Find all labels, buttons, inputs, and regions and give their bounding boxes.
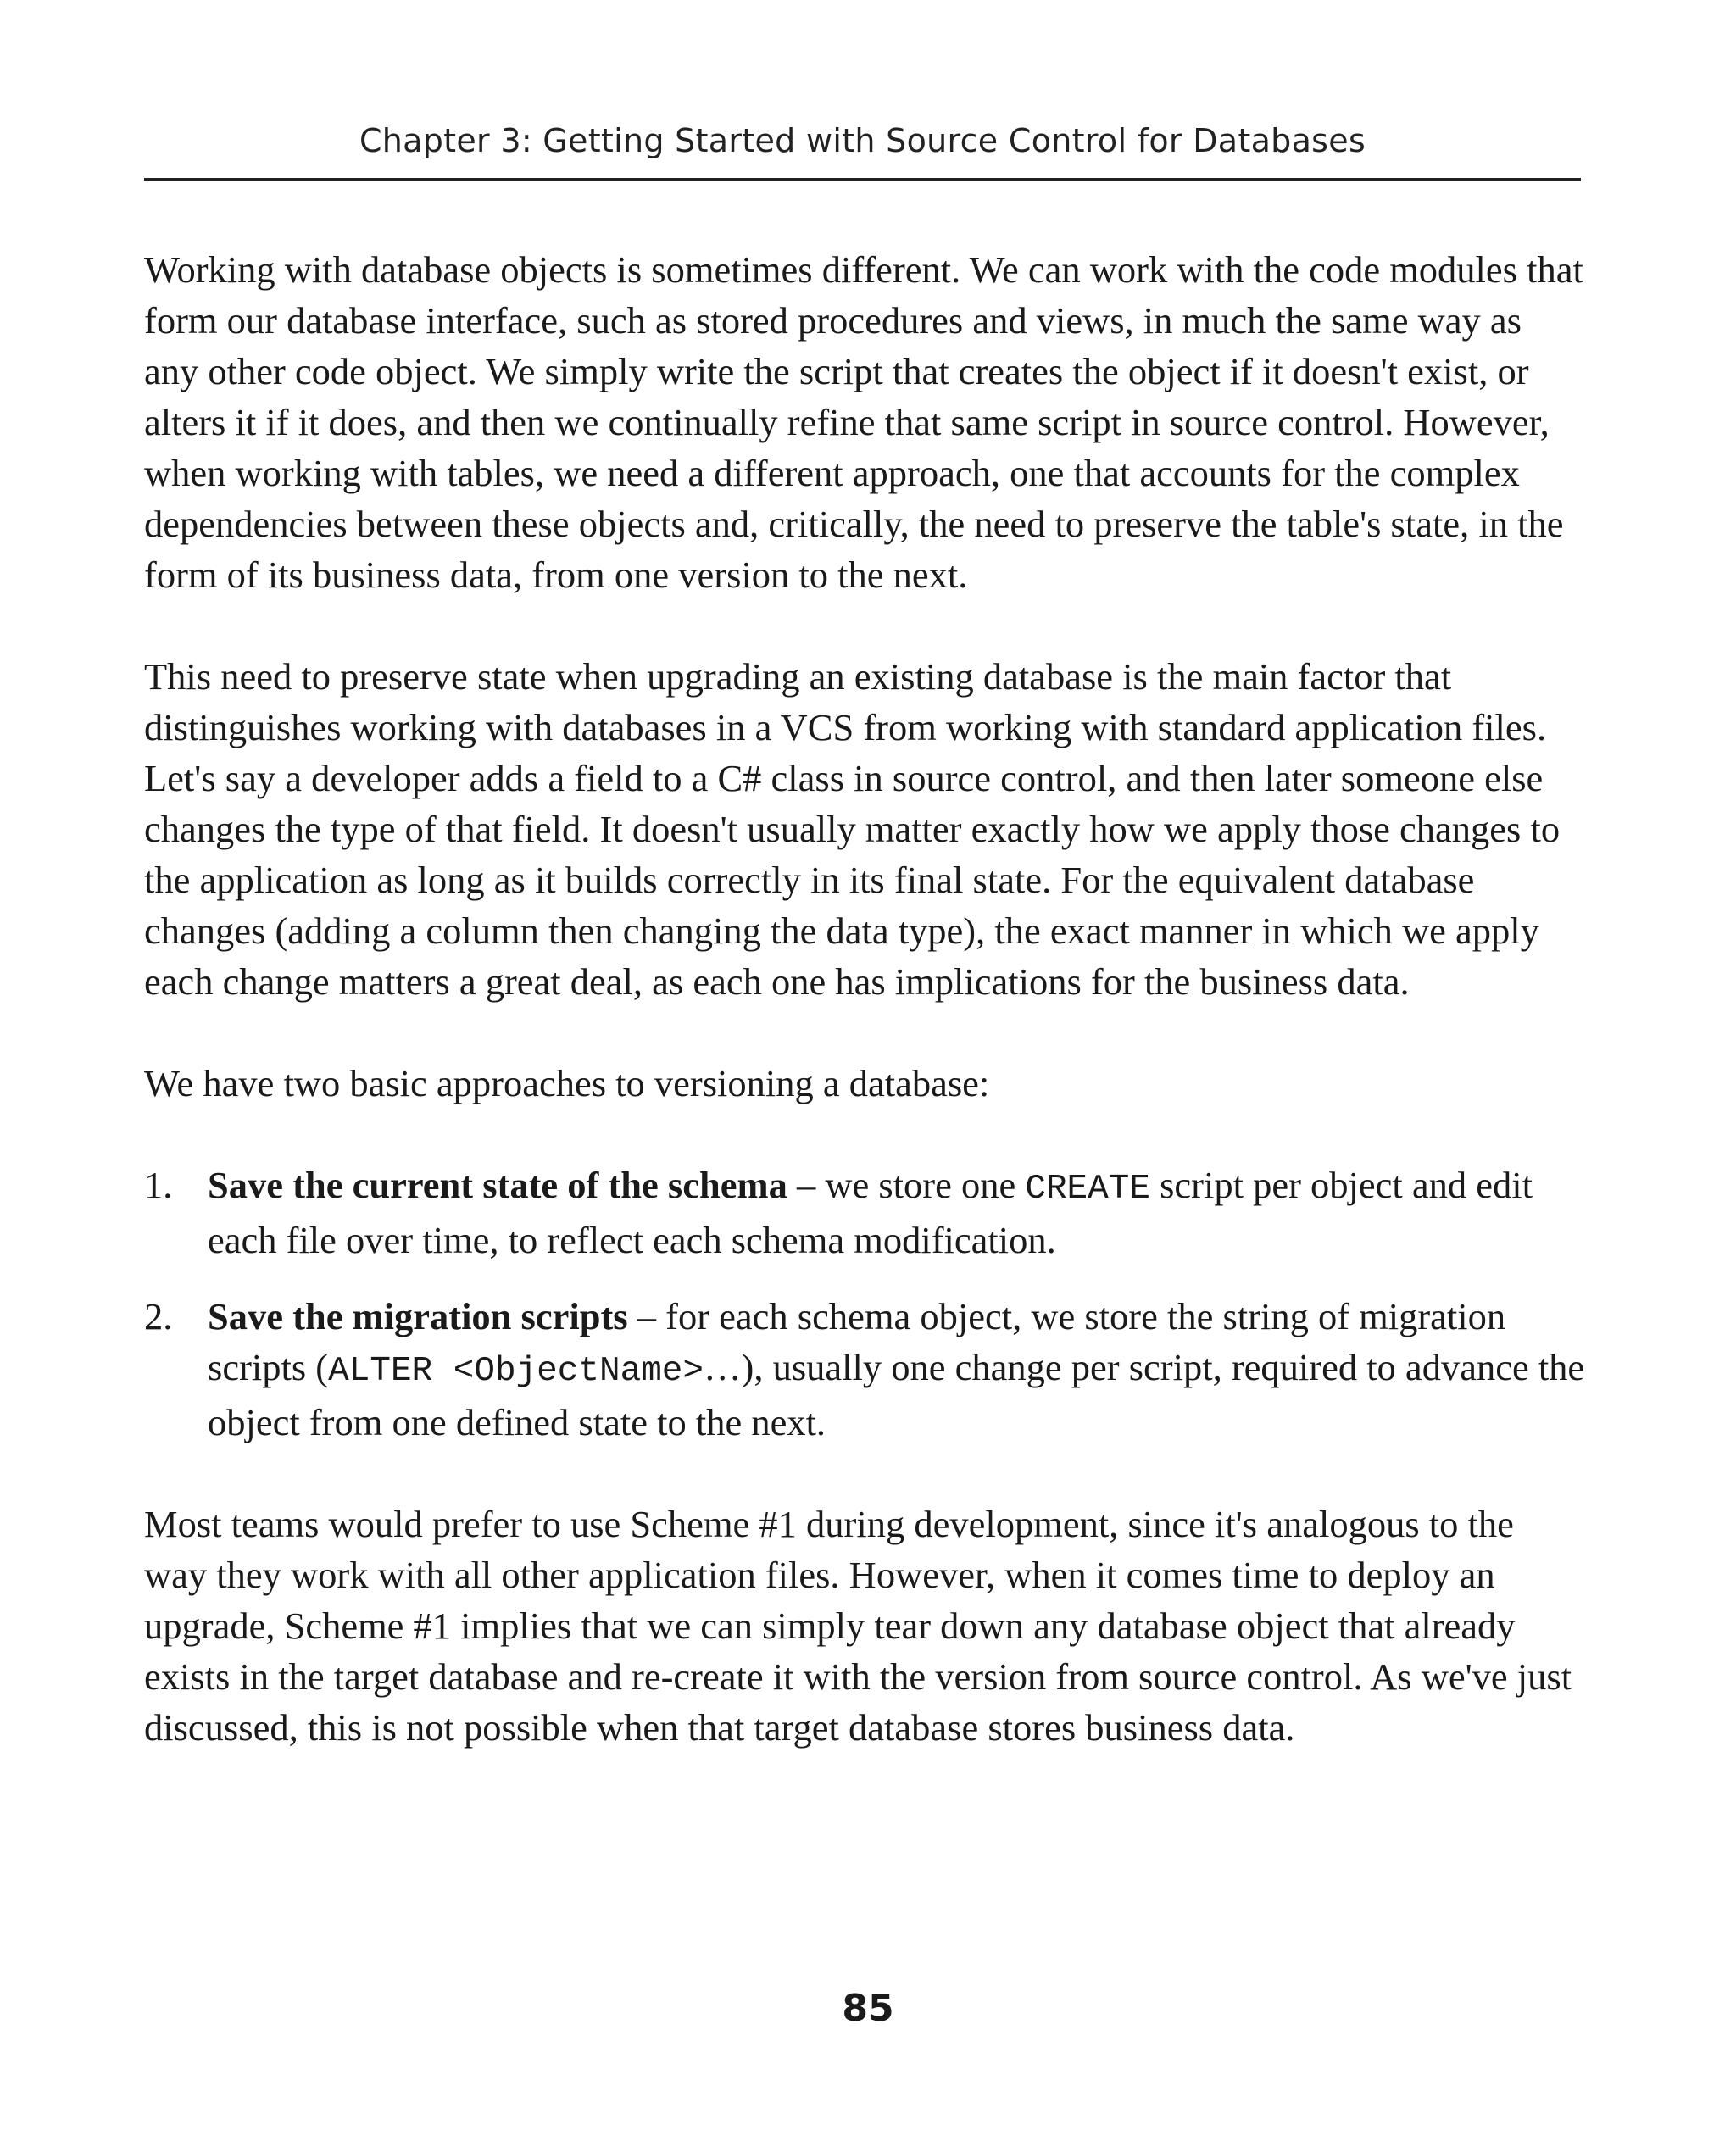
list-text: – we store one: [787, 1164, 1026, 1206]
paragraph-3: We have two basic approaches to versioning a database:: [144, 1062, 990, 1104]
versioning-approaches-list: [144, 1159, 1585, 1448]
list-text: ), usually one change per script, required to advance the object from one defined state to the next.: [208, 1346, 1585, 1443]
paragraph-4: Most teams would prefer to use Scheme #1 during development, since it's analogous to the way they work with all other application files. However, when it comes time to deploy an upgrade, Scheme #1 implies that we can simply tear down any database object that already exists in the target database and re-create it with the version from source control. As we've just discussed, this is not possible when that target database stores business data.: [144, 1503, 1572, 1749]
list-term: Save the migration scripts: [208, 1295, 628, 1337]
page-body: [144, 244, 1585, 1804]
list-item-2: [144, 1291, 1585, 1448]
list-number: 1.: [144, 1164, 173, 1206]
ellipsis: …: [704, 1346, 742, 1388]
list-term: Save the current state of the schema: [208, 1164, 787, 1206]
inline-code: CREATE: [1025, 1170, 1150, 1209]
page-number: 85: [842, 1987, 894, 2030]
list-text: – for each schema object, we store the string of migration scripts (: [208, 1295, 1506, 1388]
list-item-1: [144, 1159, 1585, 1265]
chapter-title: Chapter 3: Getting Started with Source Control for Databases: [359, 122, 1366, 159]
list-number: 2.: [144, 1295, 173, 1337]
list-text: script per object and edit each file over time, to reflect each schema modification.: [208, 1164, 1533, 1261]
running-header: [144, 117, 1581, 181]
paragraph-1: Working with database objects is sometimes different. We can work with the code modules that form our database interface, such as stored procedures and views, in much the same way as any other code object. We simply write the script that creates the object if it doesn't exist, or alters it if it does, and then we continually refine that same script in source control. However, when working with tables, we need a different approach, one that accounts for the complex dependencies between these objects and, critically, the need to preserve the table's state, in the form of its business data, from one version to the next.: [144, 248, 1583, 596]
inline-code: ALTER <ObjectName>: [328, 1352, 704, 1391]
paragraph-2: This need to preserve state when upgrading an existing database is the main factor that distinguishes working with databases in a VCS from working with standard application files. Let's say a developer adds a field to a C# class in source control, and then later someone else changes the type of that field. It doesn't usually matter exactly how we apply those changes to the application as long as it builds correctly in its final state. For the equivalent database changes (adding a column then changing the data type), the exact manner in which we apply each change matters a great deal, as each one has implications for the business data.: [144, 655, 1561, 1003]
